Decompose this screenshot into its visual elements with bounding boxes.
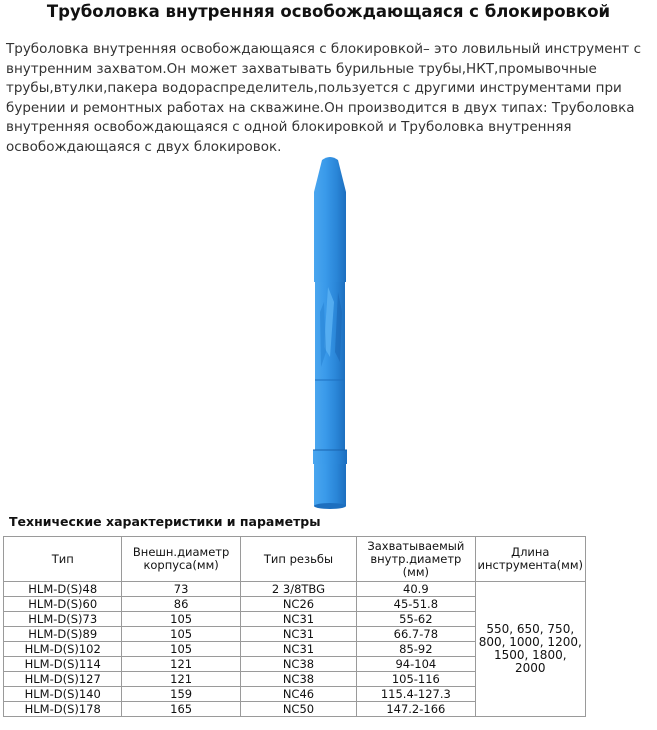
cell-outer-diameter: 159 [122, 687, 240, 702]
cell-thread: NC26 [240, 597, 356, 612]
cell-type: HLM-D(S)60 [4, 597, 122, 612]
specs-table [3, 536, 586, 717]
cell-outer-diameter: 121 [122, 672, 240, 687]
cell-type: HLM-D(S)48 [4, 582, 122, 597]
intro-paragraph: Труболовка внутренняя освобождающаяся с блокировкой– это ловильный инструмент с внутренним захватом.Он может захватывать бурильные трубы,НКТ,промывочные трубы,втулки,пакера водораспределитель,пользуется с другими инструментами при бурении и ремонтных работах на скважине.Он производится в двух типах: Труболовка внутренняя освобождающаяся с одной блокировкой и Труболовка внутренняя освобождающаяся с двух блокировок. [6, 41, 641, 155]
cell-catch-diameter: 55-62 [357, 612, 475, 627]
header-outer-diameter: Внешн.диаметр корпуса(мм) [122, 537, 240, 582]
cell-catch-diameter: 66.7-78 [357, 627, 475, 642]
cell-catch-diameter: 147.2-166 [357, 702, 475, 717]
header-length: Длина инструмента(мм) [475, 537, 585, 582]
cell-thread: 2 3/8TBG [240, 582, 356, 597]
cell-catch-diameter: 40.9 [357, 582, 475, 597]
cell-thread: NC38 [240, 672, 356, 687]
cell-type: HLM-D(S)178 [4, 702, 122, 717]
cell-type: HLM-D(S)114 [4, 657, 122, 672]
cell-outer-diameter: 105 [122, 627, 240, 642]
cell-thread: NC46 [240, 687, 356, 702]
cell-catch-diameter: 85-92 [357, 642, 475, 657]
cell-thread: NC38 [240, 657, 356, 672]
cell-outer-diameter: 121 [122, 657, 240, 672]
cell-outer-diameter: 165 [122, 702, 240, 717]
header-thread: Тип резьбы [240, 537, 356, 582]
header-type: Тип [4, 537, 122, 582]
table-row [4, 582, 586, 597]
cell-outer-diameter: 86 [122, 597, 240, 612]
cell-thread: NC31 [240, 627, 356, 642]
page-title: Труболовка внутренняя освобождающаяся с блокировкой [46, 2, 611, 21]
cell-thread: NC31 [240, 612, 356, 627]
cell-thread: NC31 [240, 642, 356, 657]
product-image [300, 152, 360, 512]
cell-outer-diameter: 105 [122, 612, 240, 627]
cell-thread: NC50 [240, 702, 356, 717]
cell-type: HLM-D(S)89 [4, 627, 122, 642]
cell-catch-diameter: 115.4-127.3 [357, 687, 475, 702]
cell-outer-diameter: 73 [122, 582, 240, 597]
table-header-row [4, 537, 586, 582]
cell-type: HLM-D(S)127 [4, 672, 122, 687]
cell-type: HLM-D(S)73 [4, 612, 122, 627]
cell-type: HLM-D(S)102 [4, 642, 122, 657]
cell-outer-diameter: 105 [122, 642, 240, 657]
cell-type: HLM-D(S)140 [4, 687, 122, 702]
header-catch-diameter: Захватываемый внутр.диаметр (мм) [357, 537, 475, 582]
cell-catch-diameter: 105-116 [357, 672, 475, 687]
cell-catch-diameter: 94-104 [357, 657, 475, 672]
specs-title: Технические характеристики и параметры [9, 514, 321, 529]
cell-length: 550, 650, 750, 800, 1000, 1200, 1500, 1800, 2000 [475, 582, 585, 717]
fishing-spear-icon [300, 152, 360, 512]
cell-catch-diameter: 45-51.8 [357, 597, 475, 612]
